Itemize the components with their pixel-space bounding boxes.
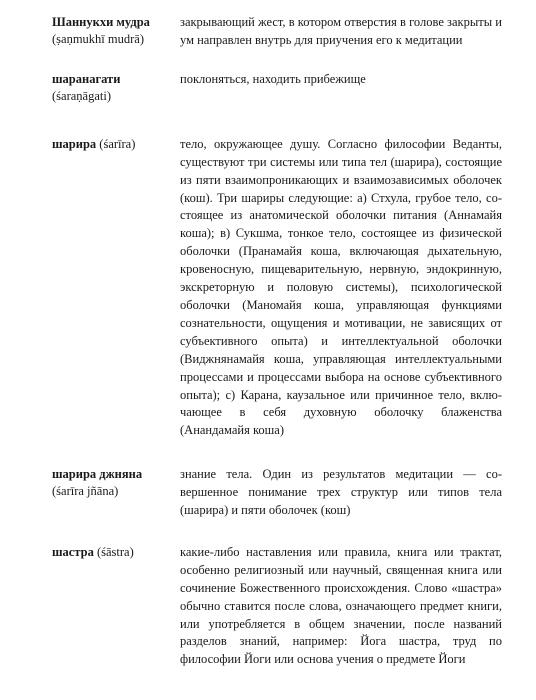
term-column [52, 466, 180, 520]
glossary-entry-shastra [52, 544, 502, 669]
glossary-entry-sharira [52, 136, 502, 440]
term-transliteration: (śarīra) [99, 136, 136, 151]
term-definition: тело, окружающее душу. Согласно философии Веданты, существуют три системы или типа тел (шарира), состоящие из пяти взаимопроникающих и взаимозависимых оболочек (кош). Три шариры следующие: а) Стхула, грубое тело, состоящее из анатомической оболочки питания (Аннамайя коша); в) Сукшма, тонкое тело, состоящее из физической оболочки (Пранамайя коша, включающая дыхательную, кровеносную, пищеварительную, нервную, эндокринную, экскреторную и половую системы), психологической оболочки (Маномайя коша, управляющая функциями сознательности, ощущения и мотивации, не зависящих от субъективного опыта) и интеллектуальной оболочки (Виджнянамайя коша, управляющая интеллектуальными процессами и процессами выбора на основе субъективного опыта); с) Карана, каузальное или причинное тело, включающее в себя духовную оболочку блаженства (Анандамайя коша) [180, 136, 502, 438]
glossary-entry-shanmukhi-mudra [52, 14, 502, 50]
term-column [52, 71, 180, 105]
term-title: шарира [52, 136, 97, 151]
term-title: шастра [52, 544, 94, 559]
entry-spacer [52, 520, 502, 544]
term-title: Шаннукхи мудра [52, 15, 150, 29]
term-transliteration: (śāstra) [96, 544, 134, 559]
term-transliteration: (śaraṇāgati) [52, 88, 111, 103]
term-column [52, 544, 180, 669]
term-definition: знание тела. Один из результатов медитации — совершенное понимание трех структур или типов тела (шарира) и пяти оболочек (кош) [180, 467, 502, 518]
glossary-entry-sharira-jnana [52, 466, 502, 520]
term-definition: закрывающий жест, в котором отверстия в голове закрыты и ум направлен внутрь для приучения его к медитации [180, 15, 502, 47]
term-column [52, 136, 180, 440]
term-definition: поклоняться, находить прибежище [180, 71, 366, 86]
term-title: шарира джняна [52, 467, 143, 482]
term-transliteration: (śarīra jñāna) [52, 484, 119, 499]
term-transliteration: (ṣaṇmukhī mudrā) [52, 32, 144, 46]
term-definition: какие-либо наставления или правила, книга или трактат, особенно религиозный или научный, священная книга или сочинение Божественного происхождения. Слово «шастра» обычно ставится после слова, означающего предмет книги, или употребляется в общем значении, после названий разделов знаний, например: Йога шастра, труд по философии Йоги или основа учения о предмете Йоги [180, 544, 502, 667]
entry-spacer [52, 105, 502, 136]
entry-spacer [52, 440, 502, 466]
glossary-entry-sharanagati [52, 71, 502, 105]
term-column [52, 14, 180, 50]
glossary-list [52, 14, 502, 669]
entry-spacer [52, 50, 502, 71]
term-title: шаранагати [52, 71, 121, 86]
